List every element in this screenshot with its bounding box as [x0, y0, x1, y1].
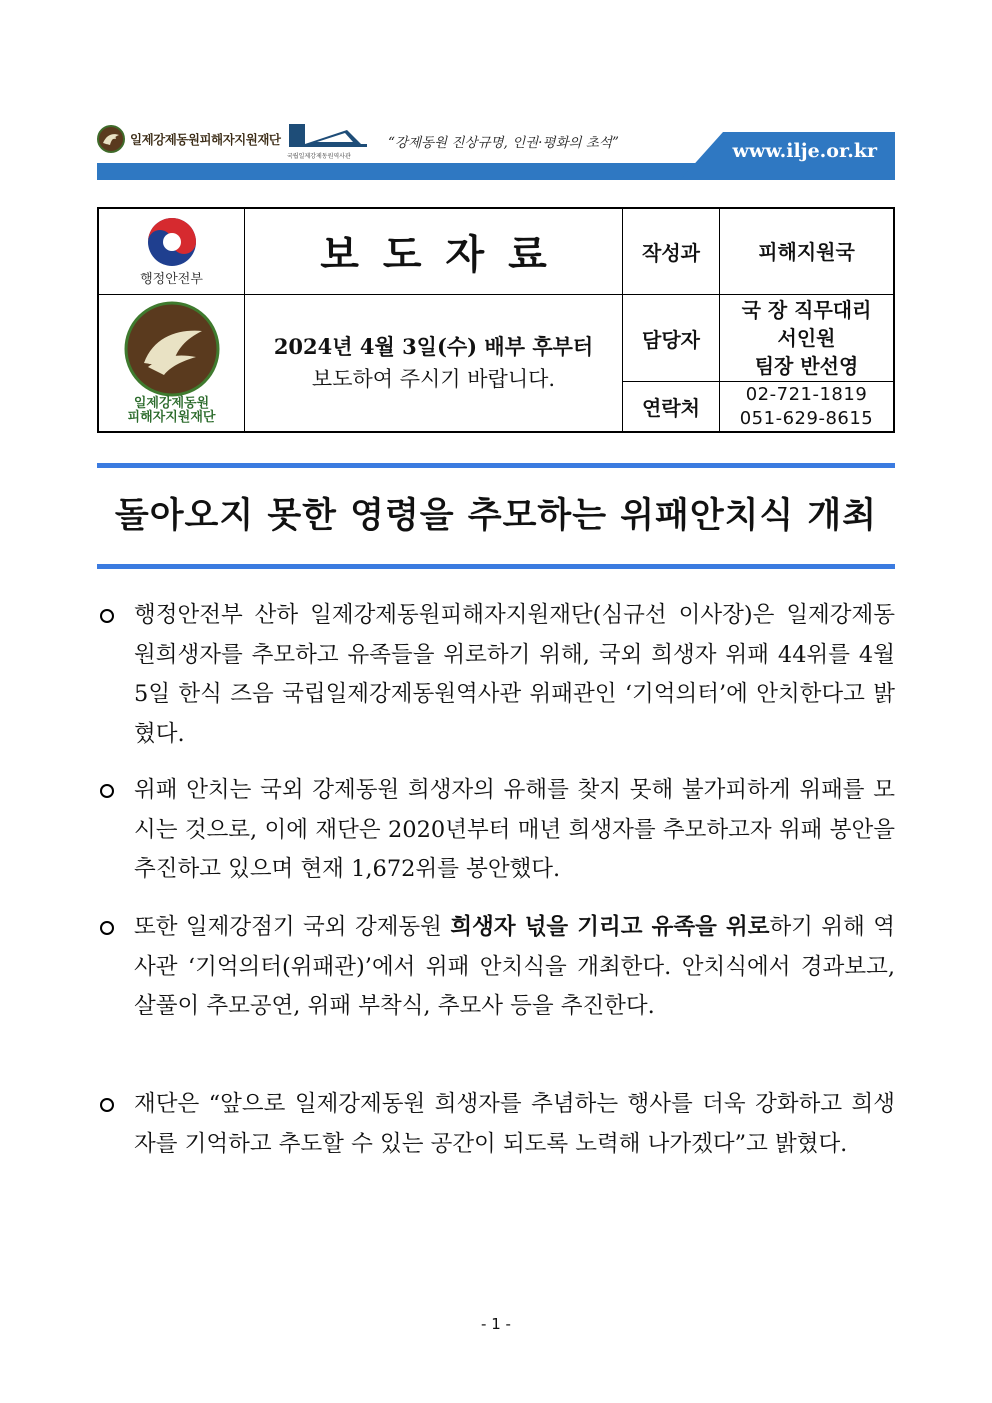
press-info-table: [97, 207, 895, 433]
foundation-logo: [97, 125, 280, 153]
foundation-emblem-icon: [97, 125, 125, 153]
header-banner: [97, 118, 895, 180]
paragraph-text-part: 하기 위해 역사관 ‘기억의터(위패관)’에서 위패 안치식을 개최한다. 안치식에서 경과보고, 살풀이 추모공연, 위패 부착식, 추모사 등을 추진한다.: [134, 914, 896, 1019]
paragraph-bold-text: 희생자 넋을 기리고 유족을 위로: [450, 914, 770, 940]
foundation-name-line2: 피해자지원재단: [127, 410, 216, 425]
museum-emblem-icon: [287, 122, 371, 150]
dept-value: 피해지원국: [758, 239, 855, 264]
foundation-table-logo: [99, 295, 244, 431]
phone-number: 02-721-1819: [745, 383, 868, 405]
contact-label: 담당자: [642, 327, 700, 352]
slogan: “강제동원 진상규명, 인권·평화의 초석”: [388, 135, 619, 151]
website-url[interactable]: www.ilje.or.kr: [732, 140, 877, 162]
museum-logo: [287, 122, 371, 162]
contact-line: 서인원: [777, 326, 836, 350]
contact-line: 국 장 직무대리: [741, 298, 872, 322]
paragraph: [97, 908, 895, 1027]
headline-rule-bottom: [97, 564, 895, 569]
ministry-name: 행정안전부: [140, 272, 203, 287]
paragraph-text: 행정안전부 산하 일제강제동원피해자지원재단(심규선 이사장)은 일제강제동원희생자를 추모하고 유족들을 위로하기 위해, 국외 희생자 위패 44위를 4월 5일 한식 즈음 국립일제강제동원역사관 위패관인 ‘기억의터’에 안치한다고 밝혔다.: [134, 602, 895, 747]
paragraph: [97, 1085, 895, 1164]
page-number: - 1 -: [481, 1315, 511, 1333]
phone-number: 051-629-8615: [739, 407, 874, 429]
foundation-name: 일제강제동원피해자지원재단: [130, 132, 281, 147]
foundation-name-line1: 일제강제동원: [133, 396, 210, 411]
dept-label: 작성과: [642, 241, 700, 265]
circle-bullet-icon: [100, 609, 114, 623]
press-release-title: 보도자료: [320, 232, 571, 278]
headline: 돌아오지 못한 영령을 추모하는 위패안치식 개최: [114, 496, 878, 536]
paragraph-text-part: 또한 일제강점기 국외 강제동원: [134, 914, 451, 940]
circle-bullet-icon: [100, 784, 114, 798]
paragraph-text: [134, 908, 895, 1027]
embargo-note: 보도하여 주시기 바랍니다.: [311, 367, 556, 391]
paragraph: [97, 771, 895, 890]
embargo-date: 2024년 4월 3일(수) 배부 후부터: [273, 334, 594, 359]
dove-emblem-icon: [124, 301, 220, 397]
contact-line: 팀장 반선영: [754, 354, 859, 378]
circle-bullet-icon: [100, 921, 114, 935]
ministry-logo: [99, 209, 244, 294]
phone-label: 연락처: [642, 396, 700, 420]
taegeuk-icon: [142, 216, 202, 268]
paragraph: [97, 596, 895, 754]
paragraph-text: 위패 안치는 국외 강제동원 희생자의 유해를 찾지 못해 불가피하게 위패를 모시는 것으로, 이에 재단은 2020년부터 매년 희생자를 추모하고자 위패 봉안을 추진하고 있으며 현재 1,672위를 봉안했다.: [134, 777, 895, 882]
paragraph-text: 재단은 “앞으로 일제강제동원 희생자를 추념하는 행사를 더욱 강화하고 희생자를 기억하고 추도할 수 있는 공간이 되도록 노력해 나가겠다”고 밝혔다.: [134, 1091, 895, 1157]
circle-bullet-icon: [100, 1098, 114, 1112]
headline-rule-top: [97, 463, 895, 468]
museum-name: 국립일제강제동원역사관: [287, 153, 351, 160]
